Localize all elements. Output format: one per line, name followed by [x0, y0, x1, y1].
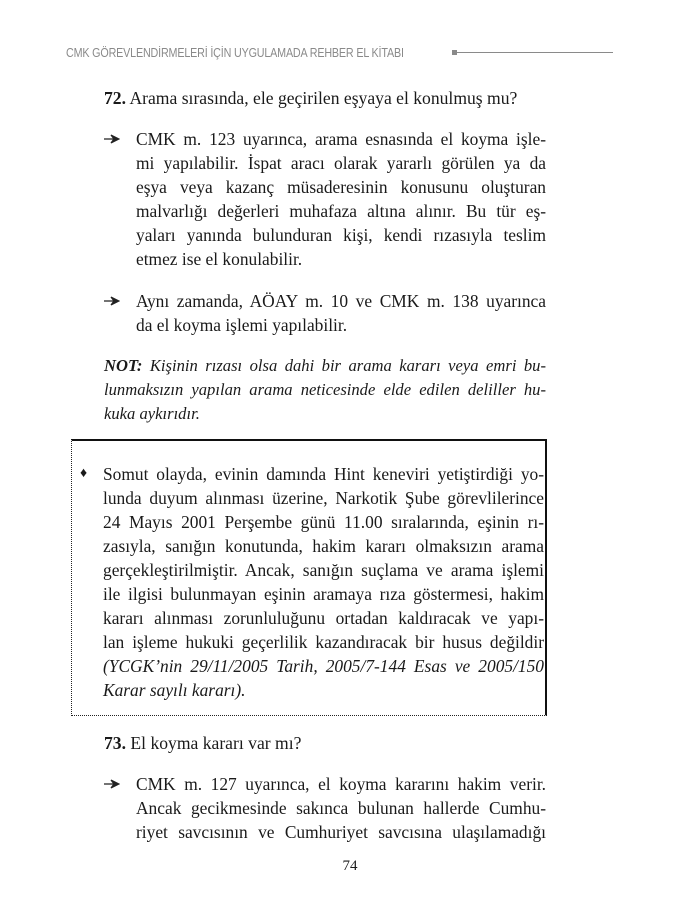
bullet-1-line: malvarlığı değerleri muhafaza altına alınır. Bu tür eş- [136, 201, 546, 221]
bullet-1-line: yaları yanında bulunduran kişi, kendi rızasıyla teslim [136, 225, 546, 245]
question-73-heading [104, 731, 301, 755]
question-number: 73. [104, 733, 126, 753]
question-number: 72. [104, 88, 126, 108]
bullet-1-line: etmez ise el konulabilir. [136, 249, 303, 269]
bullet-1-line: mi yapılabilir. İspat aracı olarak yararlı görülen ya da [136, 153, 546, 173]
note-line: NOT: Kişinin rızası olsa dahi bir arama kararı veya emri bu- [104, 356, 546, 375]
question-72-heading [104, 86, 517, 110]
arrow-bullet-icon [104, 779, 120, 789]
bullet-1-line: eşya veya kazanç müsaderesinin konusunu oluşturan [136, 177, 546, 197]
note-line: lunmaksızın yapılan arama neticesinde elde edilen deliller hu- [104, 380, 546, 399]
bullet-3-line: riyet savcısının ve Cumhuriyet savcısına ulaşılamadığı [136, 822, 546, 842]
arrow-bullet-icon [104, 134, 120, 144]
bullet-3-line: Ancak gecikmesinde sakınca bulunan hallerde Cumhu- [136, 798, 546, 818]
case-citation-line: Karar sayılı kararı). [103, 680, 246, 700]
case-line: lan işleme hukuki geçerlilik kazandıracak bir husus değildir [103, 632, 544, 652]
case-line: 24 Mayıs 2001 Perşembe günü 11.00 sıralarında, eşinin rı- [103, 512, 544, 532]
note-label: NOT: [104, 356, 143, 375]
arrow-bullet-icon [104, 296, 120, 306]
bullet-3-line: CMK m. 127 uyarınca, el koyma kararını hakim verir. [136, 774, 546, 794]
case-line: zasıyla, sanığın konutunda, hakim kararı olmaksızın arama [103, 536, 544, 556]
running-head [66, 44, 548, 62]
bullet-2-line: Aynı zamanda, AÖAY m. 10 ve CMK m. 138 uyarınca [136, 291, 546, 311]
diamond-bullet-icon: ♦ [80, 466, 88, 481]
note-line: kuka aykırıdır. [104, 404, 200, 423]
bullet-2-line: da el koyma işlemi yapılabilir. [136, 315, 348, 335]
case-line: ile ilgisi bulunmayan eşinin aramaya rıza göstermesi, hakim [103, 584, 544, 604]
case-line: kararı alınması zorunluluğunu ortadan kaldıracak ve yapı- [103, 608, 544, 628]
case-line: lunda duyum alınması üzerine, Narkotik Şube görevlilerince [103, 488, 544, 508]
header-rule [457, 52, 613, 53]
case-line: gerçekleştirilmiştir. Ancak, sanığın suçlama ve arama işlemi [103, 560, 544, 580]
case-line: Somut olayda, evinin damında Hint keneviri yetiştirdiği yo- [103, 464, 544, 484]
book-title: CMK GÖREVLENDİRMELERİ İÇİN UYGULAMADA REHBER EL KİTABI [66, 46, 404, 60]
question-text: Arama sırasında, ele geçirilen eşyaya el konulmuş mu? [129, 88, 518, 108]
question-text: El koyma kararı var mı? [130, 733, 302, 753]
page-number: 74 [342, 858, 358, 874]
case-citation-line: (YCGK’nin 29/11/2005 Tarih, 2005/7-144 Esas ve 2005/150 [103, 656, 544, 676]
bullet-1-line: CMK m. 123 uyarınca, arama esnasında el koyma işle- [136, 129, 546, 149]
